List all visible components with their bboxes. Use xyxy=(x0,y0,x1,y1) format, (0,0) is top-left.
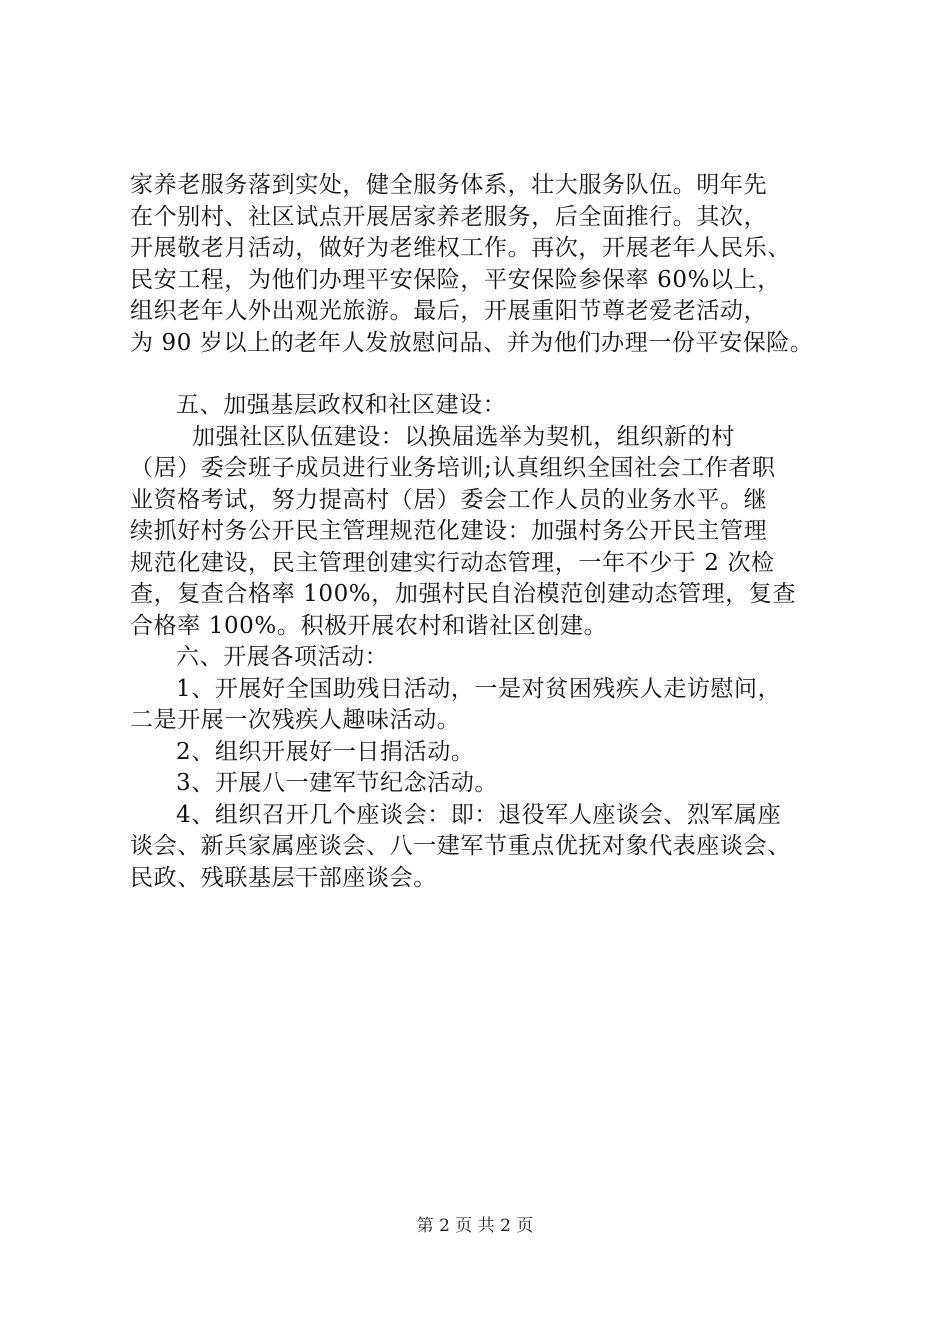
text-line: 为 90 岁以上的老年人发放慰问品、并为他们办理一份平安保险。 xyxy=(130,329,814,356)
text-line: 规范化建设，民主管理创建实行动态管理，一年不少于 2 次检 xyxy=(130,549,775,576)
text-line: 组织老年人外出观光旅游。最后，开展重阳节尊老爱老活动， xyxy=(130,298,768,324)
text-line: 在个别村、社区试点开展居家养老服务，后全面推行。其次， xyxy=(130,203,768,230)
text-line: 民政、残联基层干部座谈会。 xyxy=(130,864,437,891)
paragraph-gap xyxy=(130,359,850,390)
text-line: 业资格考试，努力提高村（居）委会工作人员的业务水平。继 xyxy=(130,486,768,513)
text-line: 二是开展一次残疾人趣味活动。 xyxy=(130,707,461,733)
text-line: 合格率 100%。积极开展农村和谐社区创建。 xyxy=(130,612,608,639)
text-line: 谈会、新兵家属座谈会、八一建军节重点优抚对象代表座谈会、 xyxy=(130,833,791,859)
text-line: 开展敬老月活动，做好为老维权工作。再次，开展老年人民乐、 xyxy=(130,235,791,261)
page-number-footer: 第 2 页 共 2 页 xyxy=(416,1216,534,1236)
document-body xyxy=(130,170,850,894)
text-line: 2、组织开展好一日捐活动。 xyxy=(176,738,475,765)
text-line: 续抓好村务公开民主管理规范化建设：加强村务公开民主管理 xyxy=(130,518,768,544)
section-6-heading: 六、开展各项活动： xyxy=(176,644,389,670)
text-line: （居）委会班子成员进行业务培训;认真组织全国社会工作者职 xyxy=(130,455,776,481)
text-line: 查，复查合格率 100%，加强村民自治模范创建动态管理，复查 xyxy=(130,581,797,607)
text-line: 民安工程，为他们办理平安保险，平安保险参保率 60%以上， xyxy=(130,266,781,293)
paragraph-home-care xyxy=(130,170,850,359)
text-line: 3、开展八一建军节纪念活动。 xyxy=(176,770,499,796)
text-line: 加强社区队伍建设：以换届选举为契机，组织新的村 xyxy=(192,423,735,450)
text-line: 1、开展好全国助残日活动，一是对贫困残疾人走访慰问， xyxy=(176,675,782,702)
text-line: 4、组织召开几个座谈会：即：退役军人座谈会、烈军属座 xyxy=(176,801,782,828)
section-5-heading: 五、加强基层政权和社区建设： xyxy=(176,392,507,418)
text-line: 家养老服务落到实处，健全服务体系，壮大服务队伍。明年先 xyxy=(130,172,768,198)
